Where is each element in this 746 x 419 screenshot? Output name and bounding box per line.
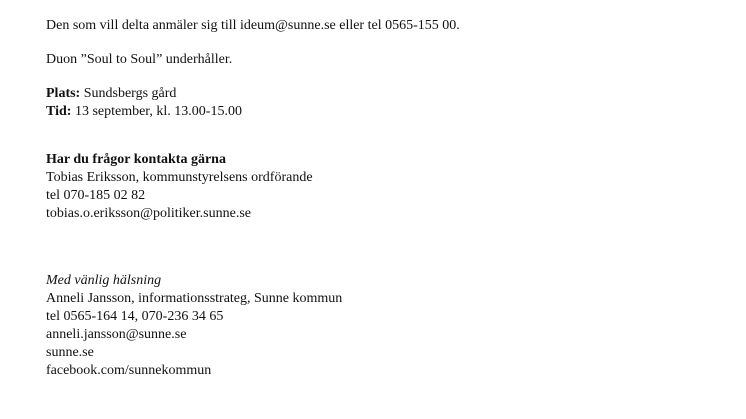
spacer (46, 69, 726, 85)
signature-facebook[interactable]: facebook.com/sunnekommun (46, 363, 212, 378)
contact-name-role: Tobias Eriksson, kommunstyrelsens ordförande (46, 170, 313, 185)
contact-heading: Har du frågor kontakta gärna (46, 152, 226, 167)
entertainment-text: Duon ”Soul to Soul” underhåller. (46, 52, 233, 67)
time-line (46, 103, 726, 121)
signature-name-role: Anneli Jansson, informationsstrateg, Sunne kommun (46, 291, 343, 306)
spacer (46, 35, 726, 51)
intro-text: Den som vill delta anmäler sig till ideum@sunne.se eller tel 0565-155 00. (46, 18, 460, 33)
spacer (46, 223, 726, 272)
contact-email[interactable]: tobias.o.eriksson@politiker.sunne.se (46, 206, 251, 221)
place-line (46, 85, 726, 103)
time-label: Tid: (46, 104, 72, 119)
spacer (46, 121, 726, 151)
signature-phone: tel 0565-164 14, 070-236 34 65 (46, 309, 224, 324)
signature-email[interactable]: anneli.jansson@sunne.se (46, 327, 187, 342)
signature-greeting: Med vänlig hälsning (46, 273, 162, 288)
contact-phone: tel 070-185 02 82 (46, 188, 146, 203)
time-value: 13 september, kl. 13.00-15.00 (71, 104, 242, 119)
document-body (46, 17, 726, 380)
place-value: Sundsbergs gård (80, 86, 177, 101)
place-label: Plats: (46, 86, 81, 101)
signature-website[interactable]: sunne.se (46, 345, 94, 360)
